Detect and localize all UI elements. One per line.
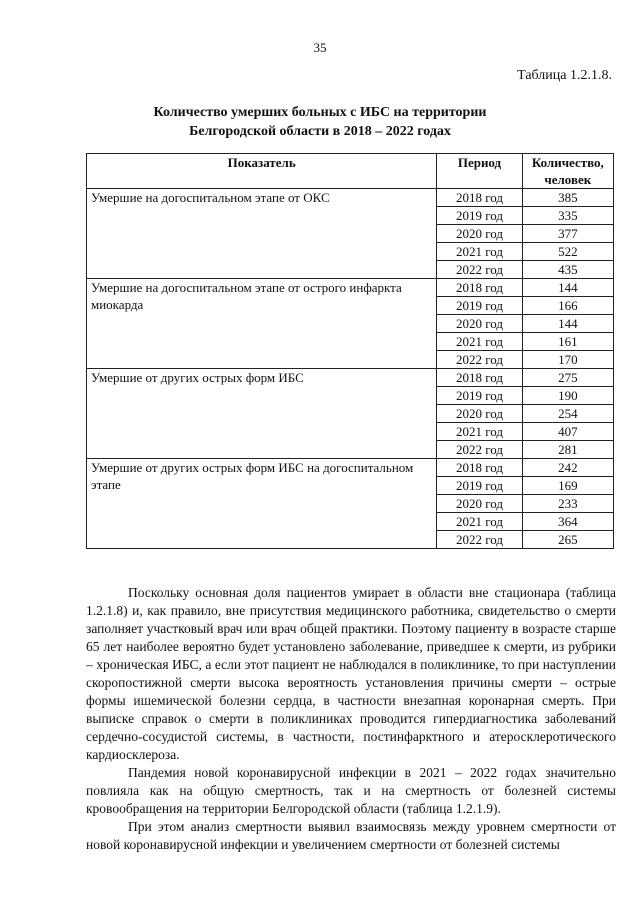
title-line-2: Белгородской области в 2018 – 2022 годах — [189, 124, 451, 139]
mortality-table — [86, 153, 614, 549]
page-number: 35 — [313, 40, 327, 55]
period-cell: 2022 год — [437, 261, 522, 279]
period-cell: 2021 год — [437, 423, 522, 441]
period-cell: 2020 год — [437, 495, 522, 513]
period-cell: 2022 год — [437, 351, 522, 369]
count-cell: 144 — [522, 279, 613, 297]
count-cell: 169 — [522, 477, 613, 495]
table-title — [0, 103, 640, 141]
count-cell: 407 — [522, 423, 613, 441]
indicator-cell: Умершие от других острых форм ИБС на догоспитальном этапе — [87, 459, 437, 549]
count-cell: 233 — [522, 495, 613, 513]
count-cell: 254 — [522, 405, 613, 423]
period-cell: 2019 год — [437, 297, 522, 315]
paragraph: Пандемия новой коронавирусной инфекции в 2021 – 2022 годах значительно повлияла как на общую смертность, так и на смертность от болезней системы кровообращения на территории Белгородской области (таблица 1.2.1.9). — [86, 765, 616, 816]
count-cell: 170 — [522, 351, 613, 369]
count-cell: 144 — [522, 315, 613, 333]
header-count: Количество, человек — [522, 154, 613, 189]
period-cell: 2021 год — [437, 243, 522, 261]
period-cell: 2018 год — [437, 189, 522, 207]
count-cell: 522 — [522, 243, 613, 261]
count-cell: 190 — [522, 387, 613, 405]
header-period: Период — [437, 154, 522, 189]
period-cell: 2019 год — [437, 387, 522, 405]
period-cell: 2018 год — [437, 369, 522, 387]
header-indicator: Показатель — [87, 154, 437, 189]
count-cell: 161 — [522, 333, 613, 351]
period-cell: 2022 год — [437, 531, 522, 549]
count-cell: 242 — [522, 459, 613, 477]
count-cell: 265 — [522, 531, 613, 549]
table-row — [87, 279, 614, 297]
indicator-cell: Умершие на догоспитальном этапе от острого инфаркта миокарда — [87, 279, 437, 369]
count-cell: 435 — [522, 261, 613, 279]
count-cell: 275 — [522, 369, 613, 387]
count-cell: 335 — [522, 207, 613, 225]
period-cell: 2020 год — [437, 225, 522, 243]
indicator-cell: Умершие от других острых форм ИБС — [87, 369, 437, 459]
count-cell: 377 — [522, 225, 613, 243]
table-reference: Таблица 1.2.1.8. — [517, 68, 612, 83]
period-cell: 2022 год — [437, 441, 522, 459]
body-text — [86, 584, 616, 854]
period-cell: 2019 год — [437, 477, 522, 495]
period-cell: 2021 год — [437, 513, 522, 531]
count-cell: 281 — [522, 441, 613, 459]
paragraph: При этом анализ смертности выявил взаимосвязь между уровнем смертности от новой коронавирусной инфекции и увеличением смертности от болезней системы — [86, 819, 616, 852]
paragraph: Поскольку основная доля пациентов умирает в области вне стационара (таблица 1.2.1.8) и, как правило, вне присутствия медицинского работника, свидетельство о смерти заполняет участковый врач или врач общей практики. Поэтому пациенту в возрасте старше 65 лет наиболее вероятно будет установлено заболевание, приведшее к смерти, из рубрики – хроническая ИБС, а если этот пациент не наблюдался в поликлинике, то при наступлении скоропостижной смерти высока вероятность установления причины смерти – острые формы ишемической болезни сердца, в частности внезапная коронарная смерть. При выписке справок о смерти в поликлиниках проводится гипердиагностика заболеваний сердечно-сосудистой системы, в частности, постинфарктного и атеросклеротического кардиосклероза. — [86, 585, 616, 762]
count-cell: 166 — [522, 297, 613, 315]
period-cell: 2020 год — [437, 405, 522, 423]
table-row — [87, 189, 614, 207]
count-cell: 385 — [522, 189, 613, 207]
period-cell: 2020 год — [437, 315, 522, 333]
period-cell: 2021 год — [437, 333, 522, 351]
period-cell: 2018 год — [437, 459, 522, 477]
title-line-1: Количество умерших больных с ИБС на территории — [153, 105, 487, 120]
indicator-cell: Умершие на догоспитальном этапе от ОКС — [87, 189, 437, 279]
count-cell: 364 — [522, 513, 613, 531]
period-cell: 2018 год — [437, 279, 522, 297]
table-header-row — [87, 154, 614, 189]
table-row — [87, 369, 614, 387]
table-row — [87, 459, 614, 477]
period-cell: 2019 год — [437, 207, 522, 225]
